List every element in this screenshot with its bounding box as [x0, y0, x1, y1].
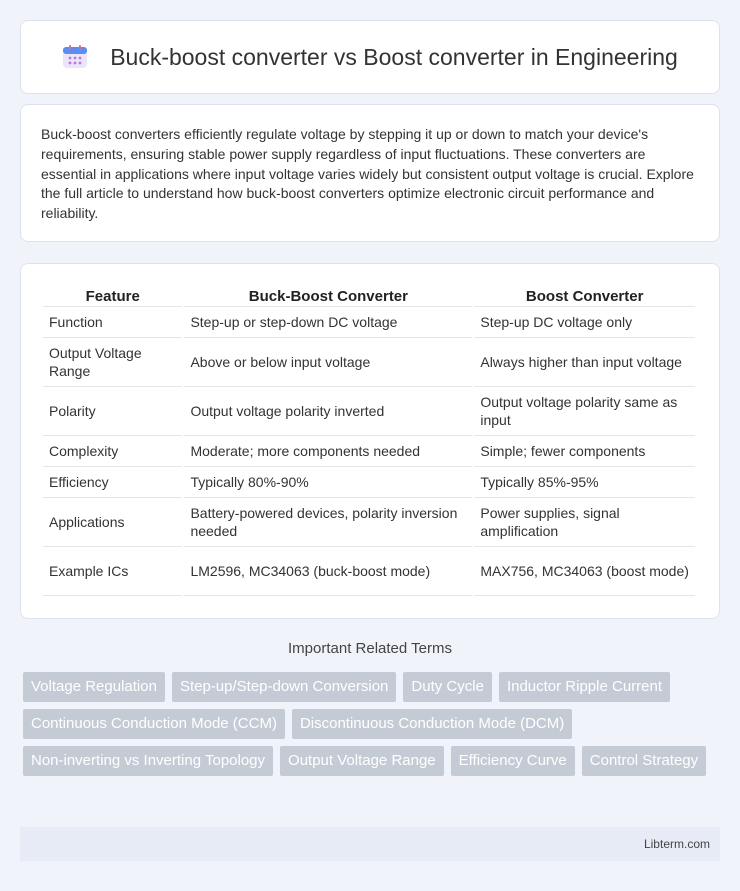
related-term-tag[interactable]: Output Voltage Range	[280, 746, 444, 776]
comparison-card	[20, 263, 720, 619]
table-cell: Typically 85%-95%	[474, 467, 695, 498]
table-cell: Applications	[43, 498, 182, 547]
related-term-tag[interactable]: Duty Cycle	[403, 672, 492, 702]
intro-text: Buck-boost converters efficiently regulate voltage by stepping it up or down to match your device's requirements, ensuring stable power supply regardless of input fluctuations. These converters are essential in applications where input voltage varies widely but consistent output voltage is crucial. Explore the full article to understand how buck-boost converters optimize electronic circuit performance and reliability.	[41, 126, 694, 222]
header-boost: Boost Converter	[474, 284, 695, 307]
table-cell: Complexity	[43, 436, 182, 467]
table-cell: Function	[43, 307, 182, 338]
header-feature: Feature	[43, 284, 182, 307]
footer-brand-link[interactable]: Libterm.com	[643, 837, 710, 851]
table-cell: LM2596, MC34063 (buck-boost mode)	[184, 547, 472, 596]
table-cell: Typically 80%-90%	[184, 467, 472, 498]
related-term-tag[interactable]: Inductor Ripple Current	[499, 672, 670, 702]
related-term-tag[interactable]: Discontinuous Conduction Mode (DCM)	[292, 709, 572, 739]
table-cell: Always higher than input voltage	[474, 338, 695, 387]
related-term-tag[interactable]: Continuous Conduction Mode (CCM)	[23, 709, 285, 739]
related-terms-list	[23, 672, 723, 783]
table-row	[43, 436, 695, 467]
table-cell: Example ICs	[43, 547, 182, 596]
intro-card	[20, 104, 720, 242]
table-row	[43, 498, 695, 547]
related-term-tag[interactable]: Control Strategy	[582, 746, 706, 776]
table-cell: Power supplies, signal amplification	[474, 498, 695, 547]
related-term-tag[interactable]: Efficiency Curve	[451, 746, 575, 776]
related-term-tag[interactable]: Voltage Regulation	[23, 672, 165, 702]
table-cell: Battery-powered devices, polarity inversion needed	[184, 498, 472, 547]
table-cell: Polarity	[43, 387, 182, 436]
header-buck-boost: Buck-Boost Converter	[184, 284, 472, 307]
table-cell: Output voltage polarity same as input	[474, 387, 695, 436]
table-row	[43, 387, 695, 436]
table-cell: Output voltage polarity inverted	[184, 387, 472, 436]
table-cell: Simple; fewer components	[474, 436, 695, 467]
table-cell: Step-up or step-down DC voltage	[184, 307, 472, 338]
related-term-tag[interactable]: Non-inverting vs Inverting Topology	[23, 746, 273, 776]
table-cell: Efficiency	[43, 467, 182, 498]
calendar-icon	[62, 44, 88, 70]
table-cell: MAX756, MC34063 (boost mode)	[474, 547, 695, 596]
table-row	[43, 307, 695, 338]
page-title: Buck-boost converter vs Boost converter in Engineering	[110, 43, 678, 70]
footer	[20, 827, 720, 861]
table-cell: Above or below input voltage	[184, 338, 472, 387]
comparison-table	[41, 284, 697, 596]
header-card	[20, 20, 720, 94]
table-cell: Step-up DC voltage only	[474, 307, 695, 338]
table-cell: Moderate; more components needed	[184, 436, 472, 467]
related-term-tag[interactable]: Step-up/Step-down Conversion	[172, 672, 396, 702]
table-row	[43, 338, 695, 387]
table-row	[43, 467, 695, 498]
related-terms-title: Important Related Terms	[288, 640, 452, 657]
table-header-row	[43, 284, 695, 307]
table-cell: Output Voltage Range	[43, 338, 182, 387]
table-row	[43, 547, 695, 596]
